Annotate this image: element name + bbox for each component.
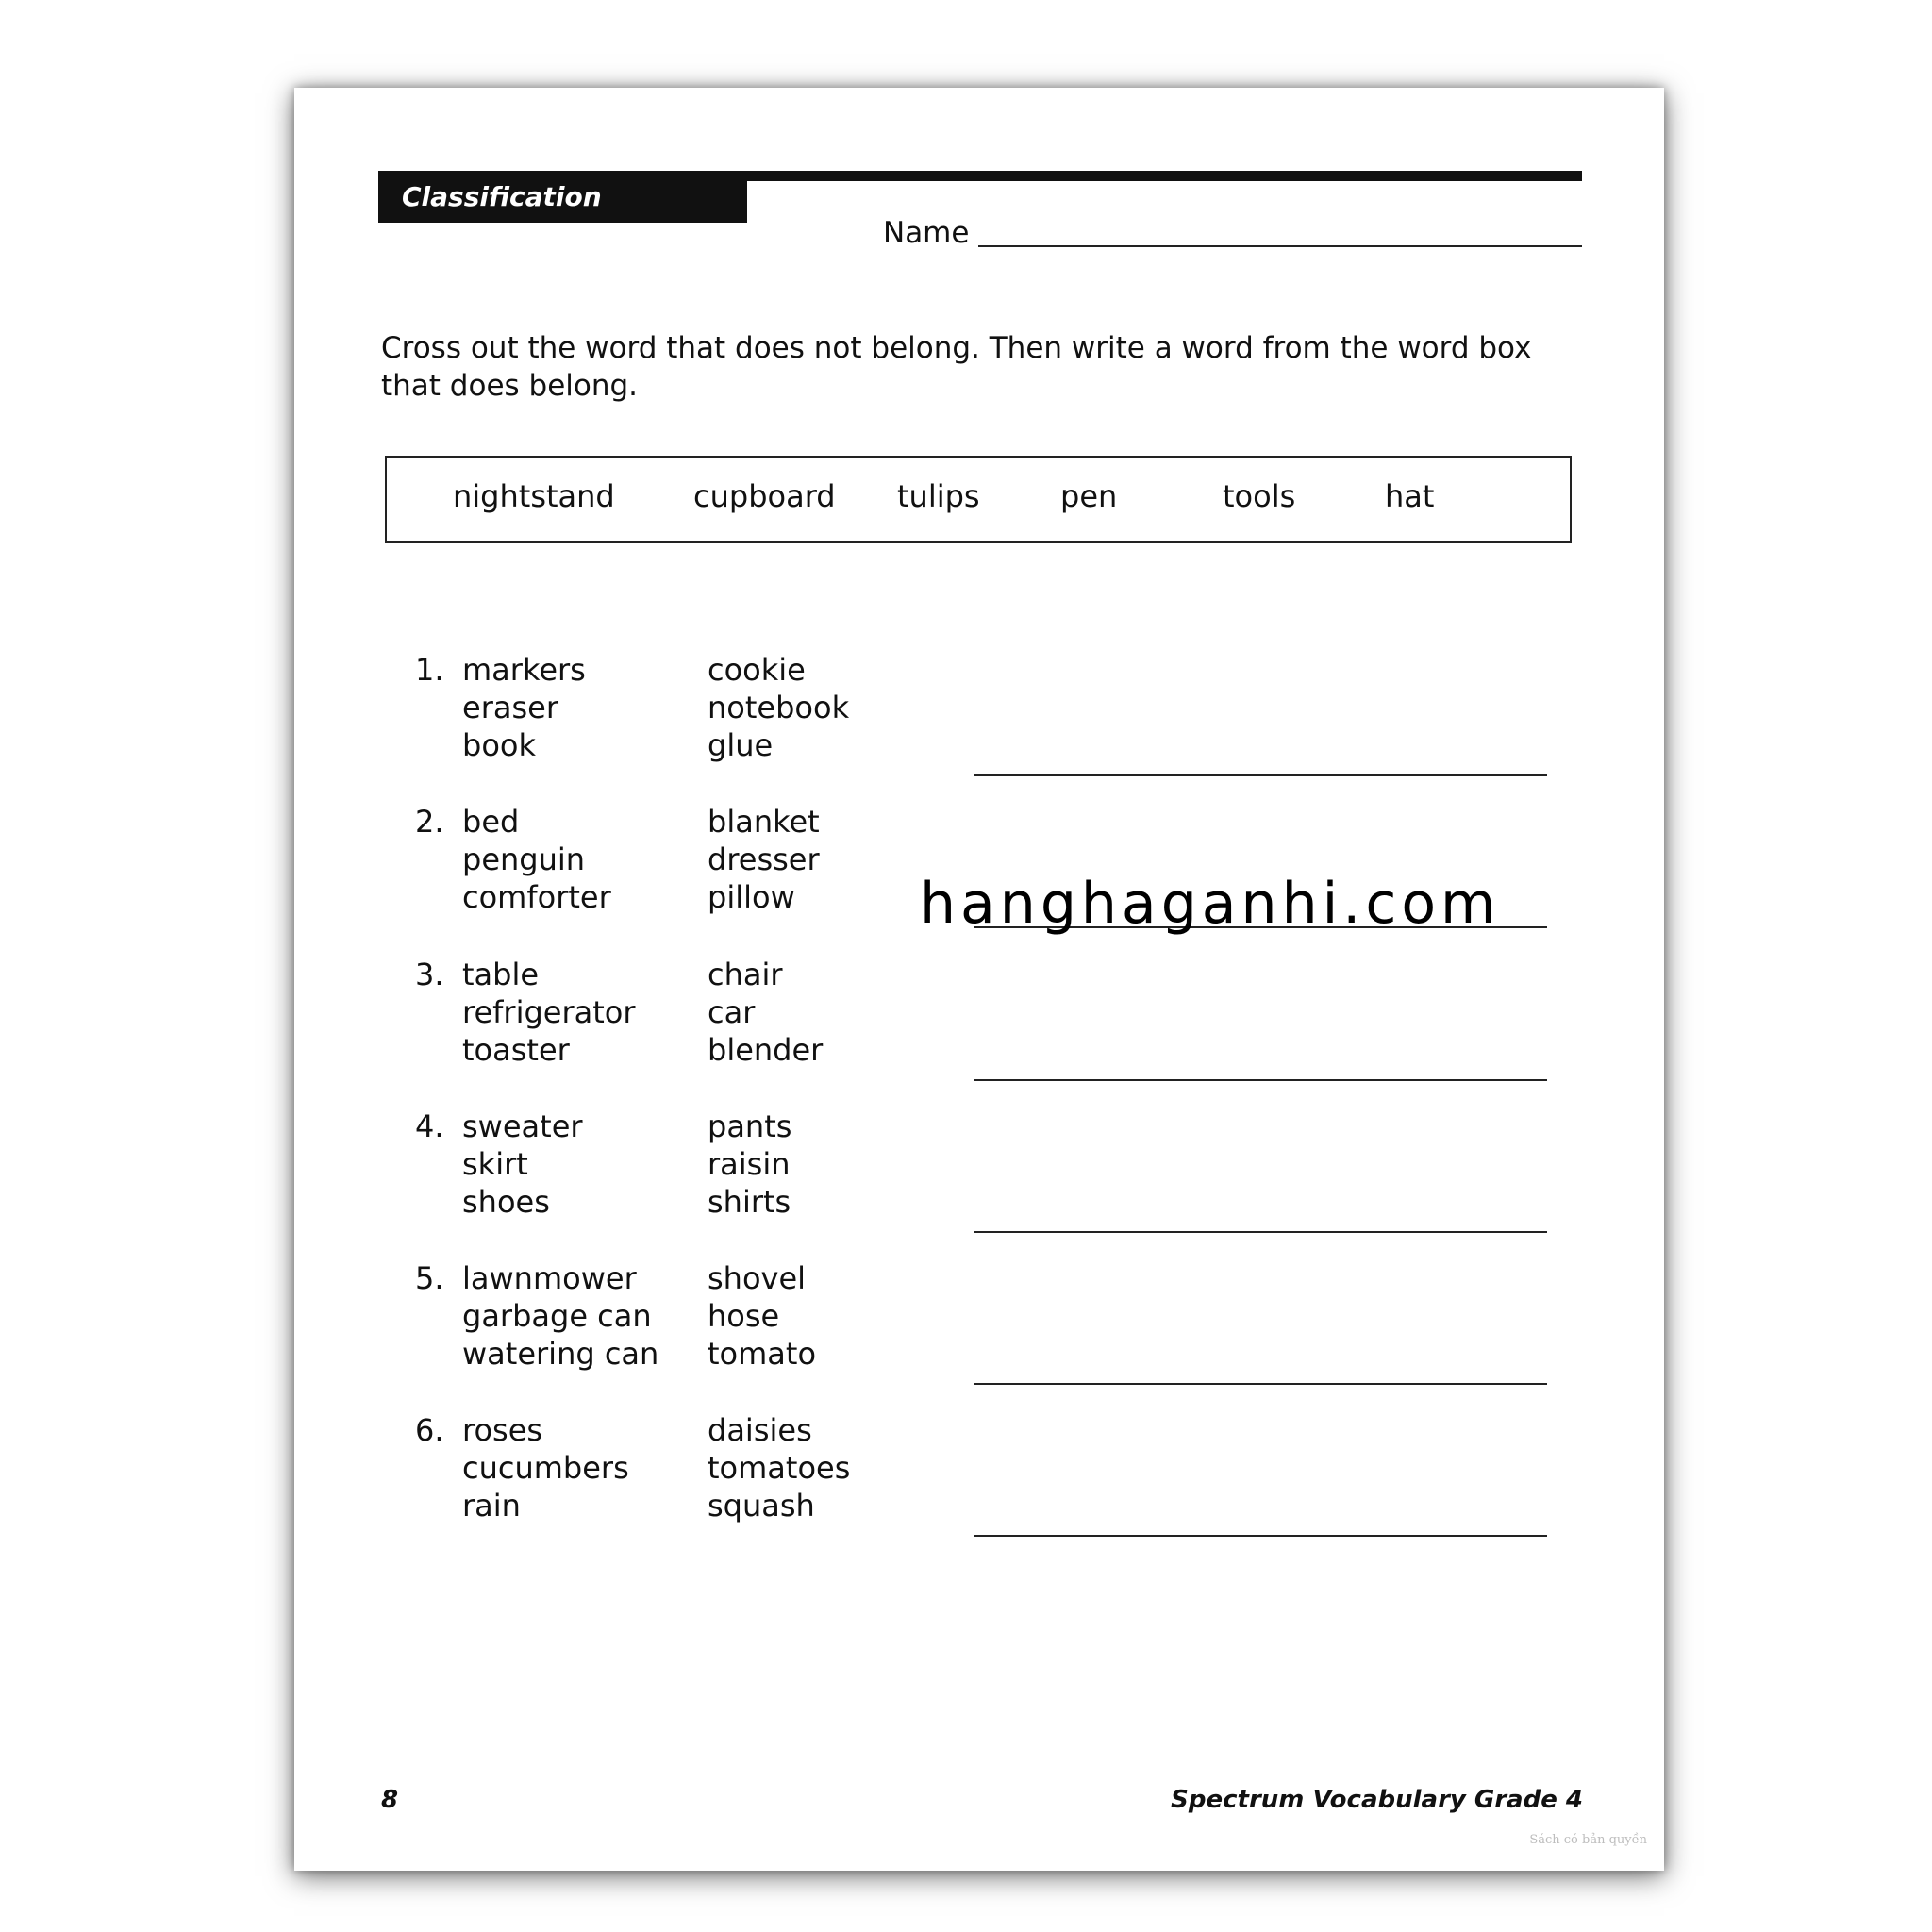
word: shoes — [462, 1184, 550, 1220]
word-column-1 — [462, 1411, 629, 1524]
word: daisies — [708, 1412, 812, 1448]
page-number: 8 — [381, 1786, 399, 1814]
answer-line-6[interactable] — [974, 1535, 1547, 1537]
word-column-1 — [462, 803, 611, 916]
answer-line-5[interactable] — [974, 1383, 1547, 1385]
word: penguin — [462, 841, 586, 877]
word: eraser — [462, 690, 558, 725]
word: skirt — [462, 1146, 528, 1182]
word-column-2 — [708, 651, 849, 764]
word: pants — [708, 1108, 792, 1144]
word: dresser — [708, 841, 820, 877]
question-number: 1. — [415, 652, 444, 688]
word: refrigerator — [462, 994, 636, 1030]
word-column-2 — [708, 803, 820, 916]
word: lawnmower — [462, 1260, 637, 1296]
word: bed — [462, 804, 520, 840]
word: cookie — [708, 652, 806, 688]
word: toaster — [462, 1032, 570, 1068]
word: rain — [462, 1488, 521, 1524]
word: tomato — [708, 1336, 817, 1372]
instructions: Cross out the word that does not belong. Then write a word from the word box that does belong. — [381, 331, 1532, 403]
name-label: Name — [883, 216, 970, 250]
answer-line-4[interactable] — [974, 1231, 1547, 1233]
question-number: 5. — [415, 1260, 444, 1296]
word: glue — [708, 727, 774, 763]
rights-note: Sách có bản quyền — [1529, 1833, 1647, 1847]
word: watering can — [462, 1336, 659, 1372]
word: book — [462, 727, 536, 763]
answer-line-3[interactable] — [974, 1079, 1547, 1081]
word: sweater — [462, 1108, 583, 1144]
word: blender — [708, 1032, 824, 1068]
word-box-item: nightstand — [453, 478, 615, 514]
word: shovel — [708, 1260, 807, 1296]
word-column-1 — [462, 956, 636, 1069]
word: tomatoes — [708, 1450, 851, 1486]
question-number: 4. — [415, 1108, 444, 1144]
name-field — [883, 216, 1582, 250]
word-box-item: hat — [1385, 478, 1435, 514]
word-box — [385, 456, 1572, 543]
book-title: Spectrum Vocabulary Grade 4 — [1171, 1786, 1583, 1814]
word: table — [462, 957, 540, 992]
word-column-1 — [462, 1108, 583, 1221]
watermark: hanghaganhi.com — [920, 871, 1501, 937]
name-write-line — [978, 245, 1582, 247]
word-box-item: tools — [1223, 478, 1296, 514]
worksheet-page — [294, 88, 1664, 1871]
word-column-2 — [708, 956, 823, 1069]
word: raisin — [708, 1146, 791, 1182]
word: cucumbers — [462, 1450, 629, 1486]
word: hose — [708, 1298, 780, 1334]
word: pillow — [708, 879, 795, 915]
word: chair — [708, 957, 783, 992]
question-number: 6. — [415, 1412, 444, 1448]
word: roses — [462, 1412, 543, 1448]
word: markers — [462, 652, 586, 688]
word: shirts — [708, 1184, 791, 1220]
word-box-item: cupboard — [693, 478, 836, 514]
word: garbage can — [462, 1298, 652, 1334]
word: car — [708, 994, 756, 1030]
word-column-1 — [462, 651, 586, 764]
word-box-item: tulips — [897, 478, 980, 514]
word: comforter — [462, 879, 611, 915]
word: notebook — [708, 690, 850, 725]
section-title: Classification — [378, 171, 747, 223]
word: blanket — [708, 804, 820, 840]
question-number: 3. — [415, 957, 444, 992]
word: squash — [708, 1488, 815, 1524]
word-column-2 — [708, 1259, 816, 1373]
word-column-2 — [708, 1411, 850, 1524]
question-number: 2. — [415, 804, 444, 840]
answer-line-1[interactable] — [974, 774, 1547, 776]
word-column-2 — [708, 1108, 791, 1221]
word-box-item: pen — [1060, 478, 1118, 514]
word-column-1 — [462, 1259, 658, 1373]
